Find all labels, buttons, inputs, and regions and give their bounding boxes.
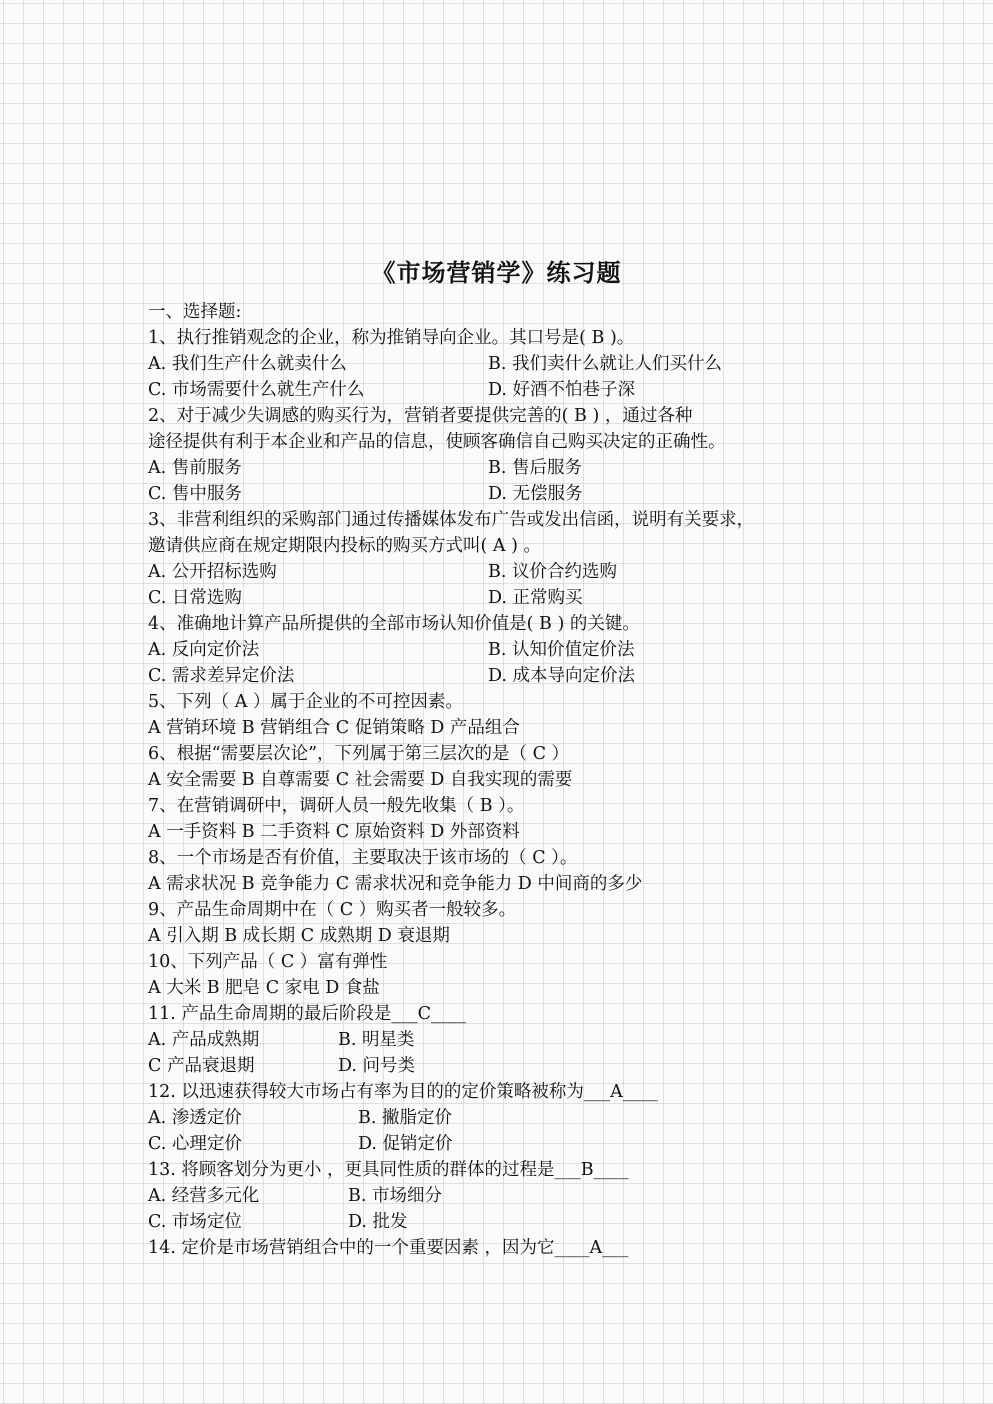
option-left: C. 心理定价 bbox=[148, 1134, 242, 1154]
option-right: B. 认知价值定价法 bbox=[488, 640, 635, 660]
option-left: A. 反向定价法 bbox=[148, 640, 260, 660]
text-line: 5、下列（ A ）属于企业的不可控因素。 bbox=[148, 692, 463, 712]
text-line: 2、对于减少失调感的购买行为，营销者要提供完善的( B ) ，通过各种 bbox=[148, 406, 693, 426]
option-left: C. 售中服务 bbox=[148, 484, 242, 504]
text-line bbox=[148, 455, 848, 481]
text-line: 一、选择题: bbox=[148, 302, 242, 322]
text-line bbox=[148, 1105, 848, 1131]
option-right: D. 问号类 bbox=[338, 1056, 416, 1076]
option-left: C. 需求差异定价法 bbox=[148, 666, 295, 686]
text-line bbox=[148, 377, 848, 403]
text-line: 12. 以迅速获得较大市场占有率为目的的定价策略被称为___A____ bbox=[148, 1082, 658, 1102]
text-line: 3、非营利组织的采购部门通过传播媒体发布广告或发出信函，说明有关要求， bbox=[148, 510, 755, 530]
option-right: B. 售后服务 bbox=[488, 458, 582, 478]
text-line bbox=[148, 1027, 848, 1053]
option-left: A. 售前服务 bbox=[148, 458, 242, 478]
option-right: B. 明星类 bbox=[338, 1030, 415, 1050]
text-line bbox=[148, 481, 848, 507]
question-list bbox=[148, 299, 848, 1261]
text-line: 邀请供应商在规定期限内投标的购买方式叫( A ) 。 bbox=[148, 536, 541, 556]
option-right: B. 撇脂定价 bbox=[358, 1108, 452, 1128]
option-right: D. 成本导向定价法 bbox=[488, 666, 636, 686]
option-left: A. 我们生产什么就卖什么 bbox=[148, 354, 347, 374]
option-right: B. 我们卖什么就让人们买什么 bbox=[488, 354, 722, 374]
option-left: C. 日常选购 bbox=[148, 588, 242, 608]
option-right: D. 正常购买 bbox=[488, 588, 583, 608]
option-right: D. 促销定价 bbox=[358, 1134, 453, 1154]
text-line bbox=[148, 1183, 848, 1209]
option-right: D. 无偿服务 bbox=[488, 484, 583, 504]
text-line: A 引入期 B 成长期 C 成熟期 D 衰退期 bbox=[148, 926, 450, 946]
text-line: A 一手资料 B 二手资料 C 原始资料 D 外部资料 bbox=[148, 822, 520, 842]
text-line: A 需求状况 B 竞争能力 C 需求状况和竞争能力 D 中间商的多少 bbox=[148, 874, 643, 894]
text-line bbox=[148, 559, 848, 585]
text-line: 7、在营销调研中，调研人员一般先收集（ B ）。 bbox=[148, 796, 525, 816]
text-line: 13. 将顾客划分为更小 ，更具同性质的群体的过程是___B____ bbox=[148, 1160, 629, 1180]
text-line: 10、下列产品（ C ）富有弹性 bbox=[148, 952, 388, 972]
text-line: 11. 产品生命周期的最后阶段是___C____ bbox=[148, 1004, 467, 1024]
text-line: A 营销环境 B 营销组合 C 促销策略 D 产品组合 bbox=[148, 718, 520, 738]
text-line bbox=[148, 351, 848, 377]
text-line bbox=[148, 1131, 848, 1157]
text-line: 6、根据“需要层次论”，下列属于第三层次的是（ C ） bbox=[148, 744, 570, 764]
option-left: A. 公开招标选购 bbox=[148, 562, 277, 582]
option-left: A. 产品成熟期 bbox=[148, 1030, 260, 1050]
text-line: 4、准确地计算产品所提供的全部市场认知价值是( B ) 的关键。 bbox=[148, 614, 640, 634]
option-left: C. 市场定位 bbox=[148, 1212, 242, 1232]
option-right: D. 好酒不怕巷子深 bbox=[488, 380, 636, 400]
text-line bbox=[148, 585, 848, 611]
text-line: 9、产品生命周期中在（ C ）购买者一般较多。 bbox=[148, 900, 517, 920]
text-line: 14. 定价是市场营销组合中的一个重要因素 ，因为它____A___ bbox=[148, 1238, 629, 1258]
text-line bbox=[148, 663, 848, 689]
text-line: 8、一个市场是否有价值，主要取决于该市场的（ C ）。 bbox=[148, 848, 578, 868]
option-right: D. 批发 bbox=[348, 1212, 408, 1232]
text-line bbox=[148, 1053, 848, 1079]
option-left: C. 市场需要什么就生产什么 bbox=[148, 380, 365, 400]
text-line bbox=[148, 637, 848, 663]
text-line: 1、执行推销观念的企业，称为推销导向企业。其口号是( B )。 bbox=[148, 328, 635, 348]
option-left: A. 渗透定价 bbox=[148, 1108, 242, 1128]
text-line: A 大米 B 肥皂 C 家电 D 食盐 bbox=[148, 978, 380, 998]
option-right: B. 议价合约选购 bbox=[488, 562, 617, 582]
page-title: 《市场营销学》练习题 bbox=[371, 259, 622, 287]
text-line bbox=[148, 1209, 848, 1235]
option-left: C 产品衰退期 bbox=[148, 1056, 255, 1076]
option-right: B. 市场细分 bbox=[348, 1186, 442, 1206]
option-left: A. 经营多元化 bbox=[148, 1186, 260, 1206]
text-line: A 安全需要 B 自尊需要 C 社会需要 D 自我实现的需要 bbox=[148, 770, 573, 790]
text-line: 途径提供有利于本企业和产品的信息，使顾客确信自己购买决定的正确性。 bbox=[148, 432, 726, 452]
